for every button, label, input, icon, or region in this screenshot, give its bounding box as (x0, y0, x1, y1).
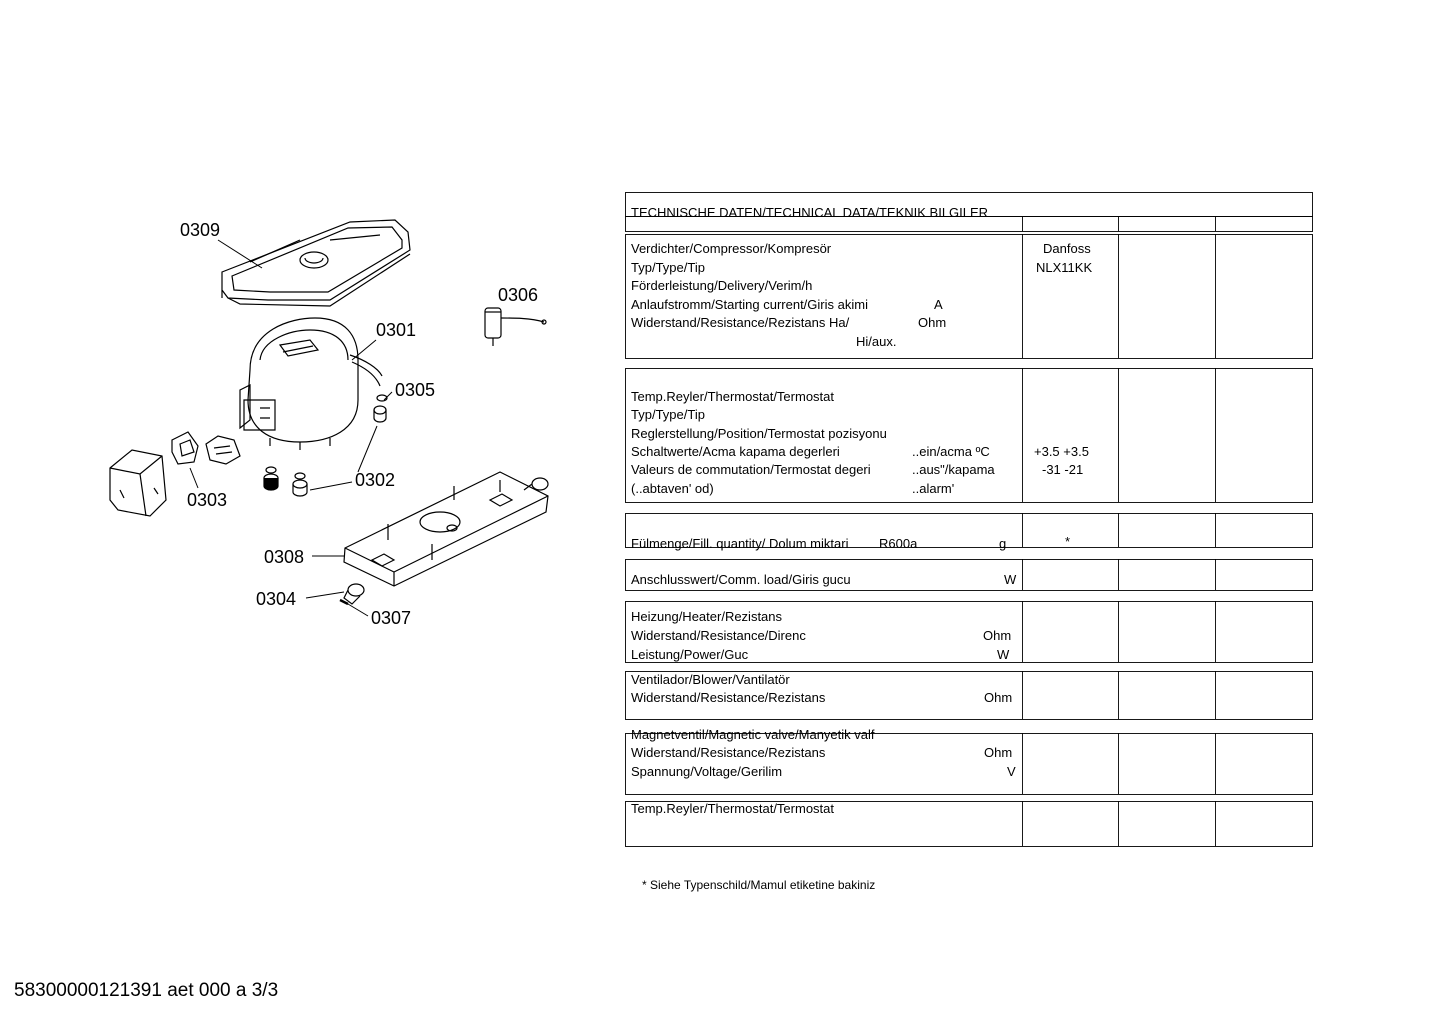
callout-0309: 0309 (180, 220, 221, 240)
callout-0307: 0307 (371, 608, 412, 628)
defrost-label: (..abtaven' od) (631, 481, 714, 496)
position-label: Reglerstellung/Position/Termostat pozisyonu (631, 426, 887, 441)
heater-label: Heizung/Heater/Rezistans (631, 609, 783, 624)
heater-power-label: Leistung/Power/Guc (631, 647, 749, 662)
on-label: ..ein/acma ºC (912, 444, 990, 459)
callout-0301: 0301 (376, 320, 417, 340)
valve-voltage-label: Spannung/Voltage/Gerilim (631, 764, 783, 779)
unit-ohm: Ohm (918, 315, 947, 330)
fill-value: * (1065, 534, 1071, 549)
type-plate-note: * Siehe Typenschild/Mamul etiketine bakiniz (642, 878, 876, 892)
heater-resistance-label: Widerstand/Resistance/Direnc (631, 628, 806, 643)
off-label: ..aus"/kapama (912, 462, 995, 477)
callout-0304: 0304 (256, 589, 297, 609)
switch-values-label: Schaltwerte/Acma kapama degerleri (631, 444, 840, 459)
unit-a: A (934, 297, 943, 312)
callout-0303: 0303 (187, 490, 228, 510)
starting-current-label: Anlaufstromm/Starting current/Giris akimi (631, 297, 868, 312)
heater-ohm: Ohm (983, 628, 1012, 643)
valve-ohm: Ohm (984, 745, 1013, 760)
alarm-label: ..alarm' (912, 481, 955, 496)
blower-label: Ventilador/Blower/Vantilatör (631, 672, 790, 687)
blower-ohm: Ohm (984, 690, 1013, 705)
compressor-maker: Danfoss (1043, 241, 1091, 256)
thermostat-label: Temp.Reyler/Thermostat/Termostat (631, 389, 835, 404)
commutation-label: Valeurs de commutation/Termostat degeri (631, 462, 871, 477)
callout-0305: 0305 (395, 380, 436, 400)
callout-0308: 0308 (264, 547, 305, 567)
off-values: -31 -21 (1042, 462, 1084, 477)
fill-unit: g (999, 536, 1007, 551)
refrigerant: R600a (879, 536, 918, 551)
type-label: Typ/Type/Tip (631, 260, 705, 275)
valve-label: Magnetventil/Magnetic valve/Manyetik valf (631, 727, 875, 742)
valve-resistance-label: Widerstand/Resistance/Rezistans (631, 745, 826, 760)
table-header: TECHNISCHE DATEN/TECHNICAL DATA/TEKNIK BILGILER (631, 205, 989, 220)
callout-0306: 0306 (498, 285, 539, 305)
thermostat-type-label: Typ/Type/Tip (631, 407, 705, 422)
heater-w: W (997, 647, 1010, 662)
compressor-model: NLX11KK (1036, 260, 1093, 275)
resistance-label: Widerstand/Resistance/Rezistans Ha/ (631, 315, 850, 330)
callout-0302: 0302 (355, 470, 396, 490)
delivery-label: Förderleistung/Delivery/Verim/h (631, 278, 813, 293)
compressor-label: Verdichter/Compressor/Kompresör (631, 241, 832, 256)
comm-load-label: Anschlusswert/Comm. load/Giris gucu (631, 572, 851, 587)
blower-resistance-label: Widerstand/Resistance/Rezistans (631, 690, 826, 705)
thermostat2-label: Temp.Reyler/Thermostat/Termostat (631, 801, 835, 816)
valve-v: V (1007, 764, 1016, 779)
document-id: 58300000121391 aet 000 a 3/3 (14, 980, 279, 1001)
fill-quantity-label: Fülmenge/Fill. quantity/ Dolum miktari (631, 536, 849, 551)
on-values: +3.5 +3.5 (1034, 444, 1089, 459)
aux-label: Hi/aux. (856, 334, 897, 349)
load-unit: W (1004, 572, 1017, 587)
